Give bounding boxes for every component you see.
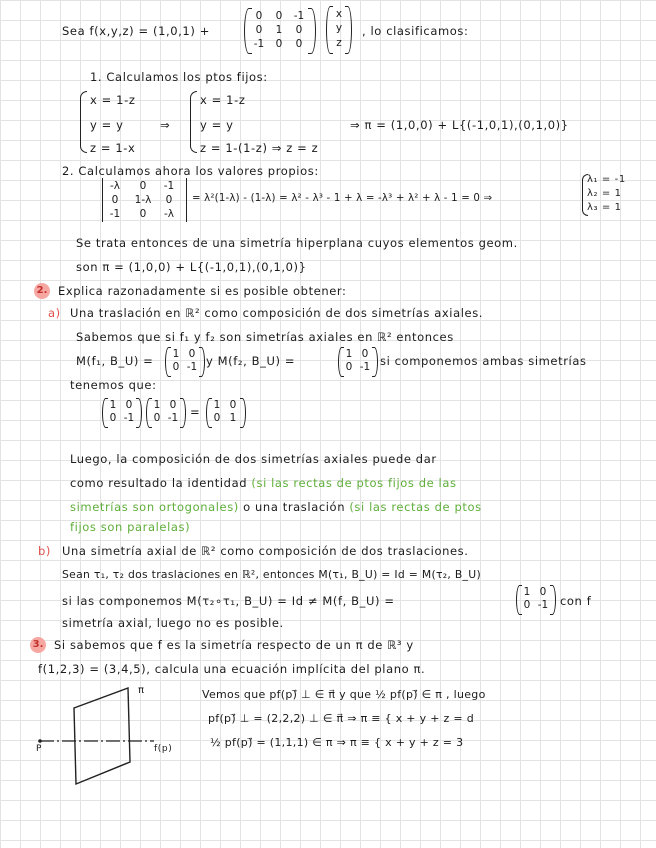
root-2: λ₂ = 1 [587,188,622,199]
part-a-line-1: Sabemos que si f₁ y f₂ son simetrías axiales en ℝ² entonces [76,330,454,344]
sys1-eq2: y = y [90,118,124,132]
implies-arrow: ⇒ [160,118,171,132]
matrix-cell: 1 [109,399,117,411]
conclusion-line-1: Se trata entonces de una simetría hiperplana cuyos elementos geom. [76,236,518,250]
part-b-line-1: Sean τ₁, τ₂ dos traslaciones en ℝ², entonces M(τ₁, B_U) = Id = M(τ₂, B_U) [62,568,481,581]
part-a-para-2-text: como resultado la identidad [70,476,252,490]
matrix-cell: 0 [275,38,283,50]
matrix-f2 [338,347,378,377]
conclusion-line-2: son π = (1,0,0) + L{(-1,0,1),(0,1,0)} [76,260,307,274]
part-a-m2-label: y M(f₂, B_U) = [206,354,296,368]
det-cell: -λ [109,180,120,192]
matrix-cell: 0 [295,24,303,36]
product-equals: = [190,405,201,419]
sys2-eq2: y = y [200,118,234,132]
product-matrix-b [146,398,186,428]
matrix-cell: 1 [172,348,180,360]
matrix-cell: 0 [169,399,177,411]
matrix-cell: 0 [153,412,161,424]
part-a-line-3: tenemos que: [70,378,157,392]
matrix-cell: 0 [213,412,221,424]
step2-title: 2. Calculamos ahora los valores propios: [62,164,319,178]
matrix-cell: 0 [295,38,303,50]
sys1-eq3: z = 1-x [90,141,136,155]
matrix-cell: -1 [123,412,135,424]
root-3: λ₃ = 1 [587,202,622,213]
plane-figure [30,680,190,790]
part-a-title: Una traslación en ℝ² como composición de dos simetrías axiales. [70,306,484,320]
fixed-plane-result: ⇒ π = (1,0,0) + L{(-1,0,1),(0,1,0)} [350,118,569,132]
matrix-cell: 1 [229,412,237,424]
figure-label-fp: f(p) [154,744,173,754]
question-3-badge: 3. [30,637,46,653]
intro-line [62,24,210,38]
det-cell: 1-λ [134,194,152,206]
question-2-title: Explica razonadamente si es posible obtener: [58,284,347,298]
product-matrix-a [102,398,142,428]
determinant [100,178,190,222]
matrix-cell: 0 [125,399,133,411]
vector-cell: x [335,8,343,20]
part-a-m1-label: M(f₁, B_U) = [76,354,154,368]
part-b-label: b) [38,544,51,558]
matrix-cell: 0 [172,361,180,373]
matrix-cell: 0 [275,10,283,22]
part-b-title: Una simetría axial de ℝ² como composición de dos traslaciones. [62,544,469,558]
intro-matrix [244,8,316,54]
characteristic-equation: = λ²(1-λ) - (1-λ) = λ² - λ³ - 1 + λ = -λ³ + λ² + λ - 1 = 0 ⇒ [192,193,493,204]
part-b-matrix [516,585,556,615]
part-a-compose-text: si componemos ambas simetrías [380,354,587,368]
det-cell: 0 [165,194,173,206]
det-cell: 0 [139,208,147,220]
sys2-eq3: z = 1-(1-z) ⇒ z = z [200,141,319,155]
step1-title: 1. Calculamos los ptos fijos: [90,70,268,84]
det-cell: -1 [163,180,175,192]
question-2-badge: 2. [34,283,50,299]
matrix-cell: 1 [345,348,353,360]
det-cell: -1 [109,208,121,220]
det-cell: -λ [163,208,174,220]
plane-shape [74,688,130,784]
matrix-cell: -1 [186,361,198,373]
system-brace [80,91,87,153]
matrix-cell: 0 [109,412,117,424]
part-b-line-2: si las componemos M(τ₂∘τ₁, B_U) = Id ≠ M(f, B_U) = [62,594,395,608]
vector-cell: y [335,22,343,34]
part-a-label: a) [48,306,61,320]
part-a-para-4: fijos son paralelas) [70,520,191,534]
matrix-cell: 1 [275,24,283,36]
det-cell: 0 [139,180,147,192]
part-b-line-3: simetría axial, luego no es posible. [62,616,284,630]
matrix-cell: -1 [253,38,265,50]
part-a-para-3-text: o una traslación [238,500,350,514]
matrix-cell: -1 [167,412,179,424]
part-a-para-3 [70,500,482,514]
q3-reasoning-3: ½ pf(p)⃗ = (1,1,1) ∈ π ⇒ π ≡ { x + y + z = 3 [210,736,464,749]
matrix-cell: 0 [188,348,196,360]
intro-tail: , lo clasificamos: [362,24,469,38]
figure-label-pi: π [138,685,145,696]
sys1-eq1: x = 1-z [90,93,136,107]
vector-cell: z [336,37,342,49]
matrix-cell: 1 [523,586,531,598]
matrix-cell: -1 [359,361,371,373]
root-1: λ₁ = -1 [587,174,626,185]
matrix-cell: 0 [345,361,353,373]
part-a-para-3-note-1: simetrías son ortogonales) [70,500,239,514]
matrix-f1 [165,347,205,377]
q3-reasoning-1: Vemos que pf(p)⃗ ⊥ ∈ π⃗ y que ½ pf(p)⃗ ∈ π , luego [202,688,486,701]
q3-reasoning-2: pf(p)⃗ ⊥ = (2,2,2) ⊥ ∈ π⃗ ⇒ π ≡ { x + y + z = d [208,712,474,725]
intro-text: Sea f(x,y,z) = (1,0,1) + [62,24,210,38]
det-cell: 0 [111,194,119,206]
matrix-cell: 0 [255,10,263,22]
part-a-para-1: Luego, la composición de dos simetrías axiales puede dar [70,452,437,466]
system-brace [190,91,197,153]
product-matrix-result [206,398,246,428]
matrix-cell: 0 [255,24,263,36]
sys2-eq1: x = 1-z [200,93,246,107]
part-a-para-2 [70,476,457,490]
intro-vector [326,6,352,54]
matrix-cell: -1 [293,10,305,22]
matrix-cell: 1 [213,399,221,411]
part-a-para-2-note: (si las rectas de ptos fijos de las [251,476,457,490]
part-b-line-2-tail: con f [560,594,592,608]
matrix-cell: 0 [539,586,547,598]
figure-label-p: P [36,744,43,754]
matrix-cell: -1 [537,599,549,611]
question-3-line-2: f(1,2,3) = (3,4,5), calcula una ecuación implícita del plano π. [38,662,426,676]
matrix-cell: 0 [523,599,531,611]
matrix-cell: 1 [153,399,161,411]
question-3-line-1: Si sabemos que f es la simetría respecto de un π de ℝ³ y [54,638,414,652]
matrix-cell: 0 [229,399,237,411]
part-a-para-3-note-2: (si las rectas de ptos [349,500,482,514]
matrix-cell: 0 [361,348,369,360]
